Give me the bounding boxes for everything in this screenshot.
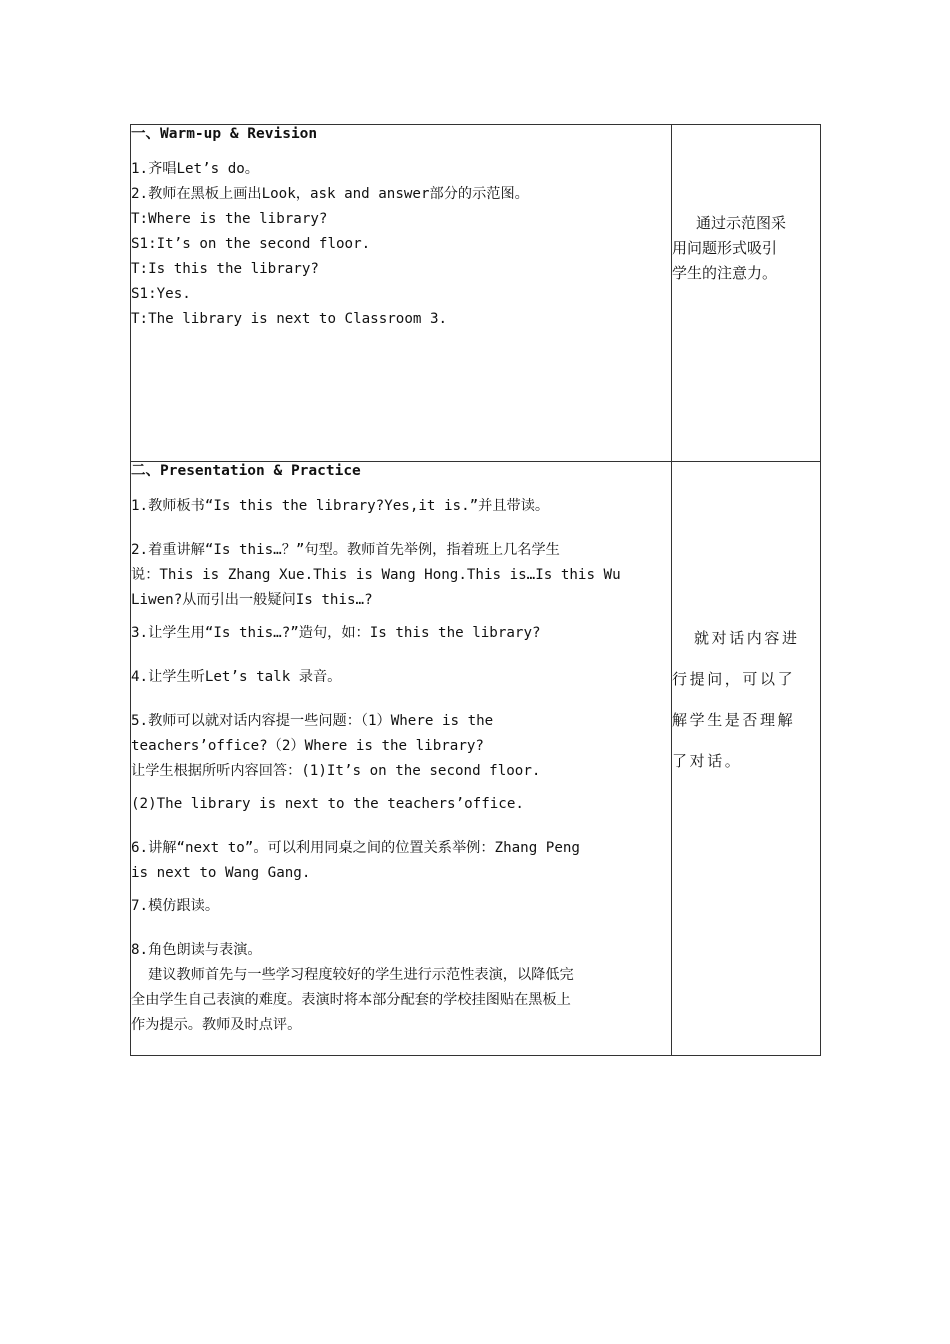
warmup-line: 2.教师在黑板上画出Look，ask and answer部分的示范图。 [131,186,529,202]
presentation-title: 二、Presentation & Practice [131,463,361,479]
presentation-item-3: 3.让学生用“Is this…?”造句，如：Is this the library? [131,625,541,641]
warmup-line: T:Is this the library? [131,261,319,277]
warmup-note-cell [672,125,821,462]
section-presentation-row [131,462,821,1056]
lesson-plan-table [130,124,821,1056]
presentation-item-7: 7.模仿跟读。 [131,898,220,914]
presentation-item-8-line: 8.角色朗读与表演。 [131,942,262,958]
presentation-item-4: 4.让学生听Let’s talk 录音。 [131,669,342,685]
presentation-item-5-line: 让学生根据所听内容回答：(1)It’s on the second floor. [131,763,541,779]
presentation-item-6-line: is next to Wang Gang. [131,865,311,881]
presentation-item-5-line: teachers’office?（2）Where is the library? [131,738,484,754]
warmup-line: S1:It’s on the second floor. [131,236,371,252]
presentation-item-1: 1.教师板书“Is this the library?Yes,it is.”并且带读。 [131,498,550,514]
warmup-line: S1:Yes. [131,286,191,302]
warmup-content-cell [131,125,672,462]
presentation-item-8-line: 全由学生自己表演的难度。表演时将本部分配套的学校挂图贴在黑板上 [131,992,571,1008]
presentation-item-2-line: 说：This is Zhang Xue.This is Wang Hong.This is…Is this Wu [131,567,621,583]
presentation-item-8-line: 作为提示。教师及时点评。 [131,1017,302,1033]
presentation-note-line: 就对话内容进 [694,629,800,647]
warmup-note-line: 学生的注意力。 [672,264,778,282]
presentation-item-2-line: Liwen?从而引出一般疑问Is this…? [131,592,373,608]
section-warmup-row [131,125,821,462]
warmup-title: 一、Warm-up & Revision [131,126,318,142]
presentation-item-6-line: 6.讲解“next to”。可以利用同桌之间的位置关系举例：Zhang Peng [131,840,580,856]
warmup-note-line: 用问题形式吸引 [672,239,778,257]
presentation-note-cell [672,462,821,1056]
presentation-note-line: 解学生是否理解 [672,711,796,729]
presentation-note-line: 了对话。 [672,752,743,770]
warmup-note-line: 通过示范图采 [696,214,787,232]
presentation-note-line: 行提问，可以了 [672,670,796,688]
warmup-line: T:Where is the library? [131,211,328,227]
presentation-content-cell [131,462,672,1056]
warmup-line: 1.齐唱Let’s do。 [131,161,259,177]
presentation-item-5-line: 5.教师可以就对话内容提一些问题：（1）Where is the [131,713,494,729]
warmup-line: T:The library is next to Classroom 3. [131,311,448,327]
presentation-item-8-line: 建议教师首先与一些学习程度较好的学生进行示范性表演，以降低完 [131,967,574,983]
presentation-item-5-answer: (2)The library is next to the teachers’office. [131,796,524,812]
presentation-item-2-line: 2.着重讲解“Is this…？”句型。教师首先举例，指着班上几名学生 [131,542,560,558]
